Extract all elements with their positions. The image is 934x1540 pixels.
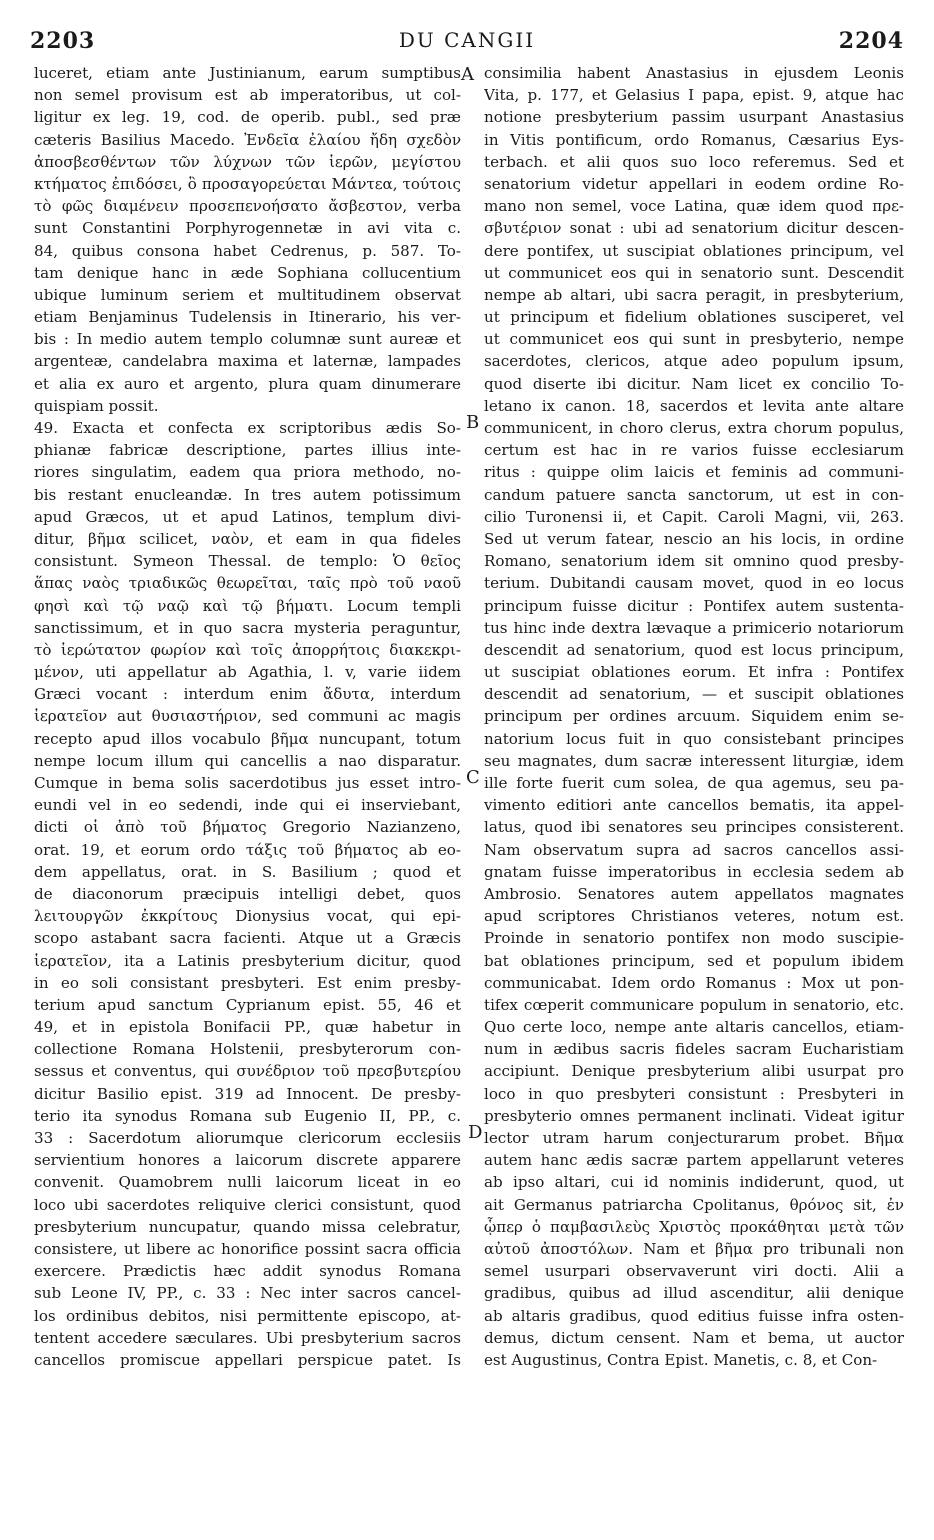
text-line: ut suscipiat oblationes eorum. Et infra : Pontifex [484,663,904,682]
text-line: quispiam possit. [34,396,159,415]
text-line: semel usurpari observaverunt viri docti. Alii a [484,1262,904,1281]
text-line: 49, et in epistola Bonifacii PP., quæ habetur in [34,1018,461,1037]
text-line: demus, dictum censent. Nam et bema, ut auctor [484,1328,904,1347]
text-line: mano non semel, voce Latina, quæ idem quod πρε- [484,197,904,216]
text-line: principum fuisse dicitur : Pontifex autem sustenta- [484,596,904,615]
section-marker-c: C [466,767,480,788]
text-line: ubique luminum seriem et multitudinem observat [34,285,461,304]
text-line: Nam observatum supra ad sacros cancellos assi- [484,840,904,859]
text-line: terium. Dubitandi causam movet, quod in eo locus [484,574,904,593]
section-marker-b: B [466,412,480,433]
text-line: consistunt. Symeon Thessal. de templo: Ὁ θεῖος [34,552,461,571]
text-line: gradibus, quibus ad illud ascenditur, alii denique [484,1284,904,1303]
text-line: apud Græcos, ut et apud Latinos, templum divi- [34,507,461,526]
text-line: loco in quo presbyteri consistunt : Presbyteri in [484,1084,904,1103]
text-line: dere pontifex, ut suscipiat oblationes principum, vel [484,241,904,260]
text-line: cæteris Basilius Macedo. Ἐνδεῖα ἐλαίου ἤδη σχεδὸν [34,130,461,149]
text-line: consimilia habent Anastasius in ejusdem Leonis [484,64,904,82]
text-line: ut communicet eos qui in senatorio sunt. Descendit [484,263,904,282]
section-marker-d: D [468,1122,483,1143]
text-line: sacerdotes, clericos, atque adeo populum ipsum, [484,352,904,371]
text-line: orat. 19, et eorum ordo τάξις τοῦ βήματος ab eo- [34,840,461,859]
text-line: riores singulatim, eadem qua priora methodo, no- [34,463,461,482]
text-line: bis : In medio autem templo columnæ sunt aureæ et [34,330,461,349]
text-line: Sed ut verum fatear, nescio an his locis, in ordine [484,529,904,548]
text-line: sub Leone IV, PP., c. 33 : Nec inter sacros cancel- [34,1284,461,1303]
text-line: latus, quod ibi senatores seu principes consisterent. [484,818,904,837]
text-line: Vita, p. 177, et Gelasius I papa, epist. 9, atque hac [484,86,904,105]
section-marker-a: A [461,64,474,85]
text-line: accipiunt. Denique presbyterium alibi usurpat pro [484,1062,904,1081]
text-line: communicent, in choro clerus, extra chorum populus, [484,419,904,437]
text-line: terbach. et alii quos suo loco referemus. Sed et [484,152,904,171]
text-line: in eo soli consistant presbyteri. Est enim presby- [34,973,461,992]
text-line: et alia ex auro et argento, plura quam dinumerare [34,374,461,393]
text-line: σβυτέριον sonat : ubi ad senatorium dicitur descen- [484,219,904,238]
text-line: phianæ fabricæ descriptione, partes illius inte- [34,441,461,460]
text-line: convenit. Quamobrem nulli laicorum liceat in eo [34,1173,461,1192]
text-line: Proinde in senatorio pontifex non modo suscipie- [484,929,904,948]
text-line: κτήματος ἐπιδόσει, ὃ προσαγορεύεται Μάντεα, τούτοις [34,174,461,193]
text-line: presbyterio omnes permanent inclinati. Videat igitur [484,1106,904,1125]
text-line: servientium honores a laicorum discrete apparere [34,1151,461,1170]
text-line: bat oblationes principum, sed et populum ibidem [484,951,904,970]
text-line: descendit ad senatorium, quod est locus principum, [484,640,904,659]
text-line: presbyterium nuncupatur, quando missa celebratur, [34,1217,461,1236]
text-line: notione presbyterium passim usurpant Anastasius [484,108,904,127]
text-line: 33 : Sacerdotum aliorumque clericorum ecclesiis [34,1129,461,1147]
text-line: τὸ ἱερώτατον φωρίον καὶ τοῖς ἀπορρήτοις διακεκρι- [34,640,461,659]
text-line: ut principum et fidelium oblationes susciperet, vel [484,308,904,327]
text-line: sunt Constantini Porphyrogennetæ in avi vita c. [34,219,461,238]
text-line: dem appellatus, orat. in S. Basilium ; quod et [34,862,461,881]
right-page-number: 2204 [838,28,904,54]
left-page-number: 2203 [30,28,96,54]
text-line: ditur, βῆμα scilicet, ναὸν, et eam in qua fideles [34,529,461,548]
text-line: ᾧπερ ὁ παμβασιλεὺς Χριστὸς προκάθηται μετὰ τῶν [484,1217,904,1236]
text-line: ait Germanus patriarcha Cpolitanus, θρόνος sit, ἐν [484,1195,904,1214]
text-line: quod diserte ibi dicitur. Nam licet ex concilio To- [484,374,904,393]
right-text-column [484,62,904,1371]
text-line: μένον, uti appellatur ab Agathia, l. v, varie iidem [34,663,461,682]
text-line: Romano, senatorium idem sit omnino quod presby- [484,552,904,571]
text-line: est Augustinus, Contra Epist. Manetis, c. 8, et Con- [484,1350,878,1369]
text-line: candum patuere sancta sanctorum, ut est in con- [484,485,904,504]
text-line: autem hanc ædis sacræ partem appellarunt veteres [484,1151,904,1170]
text-line: num in ædibus sacris fideles sacram Eucharistiam [484,1040,904,1059]
text-line: seu magnates, dum sacræ interessent liturgiæ, idem [484,751,904,770]
text-line: loco ubi sacerdotes reliquive clerici consistunt, quod [34,1195,461,1214]
text-line: ritus : quippe olim laicis et feminis ad communi- [484,463,904,482]
text-line: nempe ab altari, ubi sacra peragit, in presbyterium, [484,285,904,304]
text-line: certum est hac in re varios fuisse ecclesiarum [484,441,904,460]
text-line: collectione Romana Holstenii, presbyterorum con- [34,1040,461,1059]
text-line: los ordinibus debitos, nisi permittente episcopo, at- [34,1306,461,1325]
text-line: tam denique hanc in æde Sophiana collucentium [34,263,461,282]
text-line: exercere. Prædictis hæc addit synodus Romana [34,1262,461,1281]
text-line: eundi vel in eo sedendi, inde qui ei inserviebant, [34,796,461,815]
text-line: argenteæ, candelabra maxima et laternæ, lampades [34,352,461,371]
text-line: apud scriptores Christianos veteres, notum est. [484,907,904,926]
text-line: dicitur Basilio epist. 319 ad Innocent. De presby- [34,1084,461,1103]
text-line: cilio Turonensi ii, et Capit. Caroli Magni, vii, 263. [484,507,904,526]
text-line: principum per ordines arcuum. Siquidem enim se- [484,707,904,726]
text-line: ἅπας ναὸς τριαδικῶς θεωρεῖται, ταῖς πρὸ τοῦ ναοῦ [34,574,461,593]
text-line: ab altaris gradibus, quod editius fuisse infra osten- [484,1306,904,1325]
text-line: Cumque in bema solis sacerdotibus jus esset intro- [34,774,461,792]
text-line: Ambrosio. Senatores autem appellatos magnates [484,884,904,903]
text-line: letano ix canon. 18, sacerdos et levita ante altare [484,396,904,415]
text-line: senatorium videtur appellari in eodem ordine Ro- [484,174,904,193]
text-line: bis restant enucleandæ. In tres autem potissimum [34,485,461,504]
text-line: tentent accedere sæculares. Ubi presbyterium sacros [34,1328,461,1347]
text-line: recepto apud illos vocabulo βῆμα nuncupant, totum [34,729,461,748]
text-line: gnatam fuisse imperatoribus in ecclesia sedem ab [484,862,904,881]
text-line: scopo astabant sacra facienti. Atque ut a Græcis [34,929,461,948]
text-line: tus hinc inde dextra lævaque a primicerio notariorum [484,618,904,637]
text-line: in Vitis pontificum, ordo Romanus, Cæsarius Eys- [484,130,904,149]
text-line: ἱερατεῖον aut θυσιαστήριον, sed communi ac magis [34,707,461,726]
text-line: terium apud sanctum Cyprianum epist. 55, 46 et [34,995,461,1014]
text-line: ἀποσβεσθέντων τῶν λύχνων τῶν ἱερῶν, μεγίστου [34,152,461,171]
text-line: cancellos promiscue appellari perspicue patet. Is [34,1350,461,1369]
text-line: communicabat. Idem ordo Romanus : Mox ut pon- [484,973,904,992]
running-title: DU CANGII [398,28,536,52]
text-line: λειτουργῶν ἐκκρίτους Dionysius vocat, qui epi- [34,907,461,926]
text-line: etiam Benjaminus Tudelensis in Itinerario, his ver- [34,308,461,327]
text-line: nempe locum illum qui cancellis a nao disparatur. [34,751,461,770]
text-line: descendit ad senatorium, — et suscipit oblationes [484,685,904,704]
text-line: ligitur ex leg. 19, cod. de operib. publ., sed præ [34,108,461,127]
text-line: φησὶ καὶ τῷ ναῷ καὶ τῷ βήματι. Locum templi [34,596,461,615]
text-line: ut communicet eos qui sunt in presbyterio, nempe [484,330,904,349]
text-line: sessus et conventus, qui συνέδριον τοῦ πρεσβυτερίου [34,1062,461,1081]
text-line: 84, quibus consona habet Cedrenus, p. 587. To- [34,241,461,260]
text-line: Græci vocant : interdum enim ἄδυτα, interdum [34,685,461,704]
text-line: sanctissimum, et in quo sacra mysteria peraguntur, [34,618,461,637]
text-line: lector utram harum conjecturarum probet. Βῆμα [484,1129,904,1147]
text-line: τὸ φῶς διαμένειν προσεπενοήσατο ἄσβεστον, verba [34,197,461,216]
text-line: dicti οἱ ἀπὸ τοῦ βήματος Gregorio Nazianzeno, [34,818,461,837]
text-line: tifex cœperit communicare populum in senatorio, etc. [484,995,904,1014]
page-header [30,28,904,56]
text-line: Quo certe loco, nempe ante altaris cancellos, etiam- [484,1018,904,1037]
text-line: vimento editiori ante cancellos bematis, ita appel- [484,796,904,815]
text-line: consistere, ut libere ac honorifice possint sacra officia [34,1239,461,1258]
text-line: ἱερατεῖον, ita a Latinis presbyterium dicitur, quod [34,951,461,970]
left-text-column [34,62,461,1371]
text-line: αὐτοῦ ἀποστόλων. Nam et βῆμα pro tribunali non [484,1239,904,1258]
text-line: 49. Exacta et confecta ex scriptoribus ædis So- [34,419,461,437]
text-line: terio ita synodus Romana sub Eugenio II, PP., c. [34,1106,461,1125]
text-line: natorium locus fuit in quo consistebant principes [484,729,904,748]
text-line: luceret, etiam ante Justinianum, earum sumptibus [34,64,461,82]
text-line: ab ipso altari, cui id nominis indiderunt, quod, ut [484,1173,904,1192]
text-line: non semel provisum est ab imperatoribus, ut col- [34,86,461,105]
text-line: ille forte fuerit cum solea, de qua agemus, seu pa- [484,774,904,792]
text-line: de diaconorum præcipuis intelligi debet, quos [34,884,461,903]
